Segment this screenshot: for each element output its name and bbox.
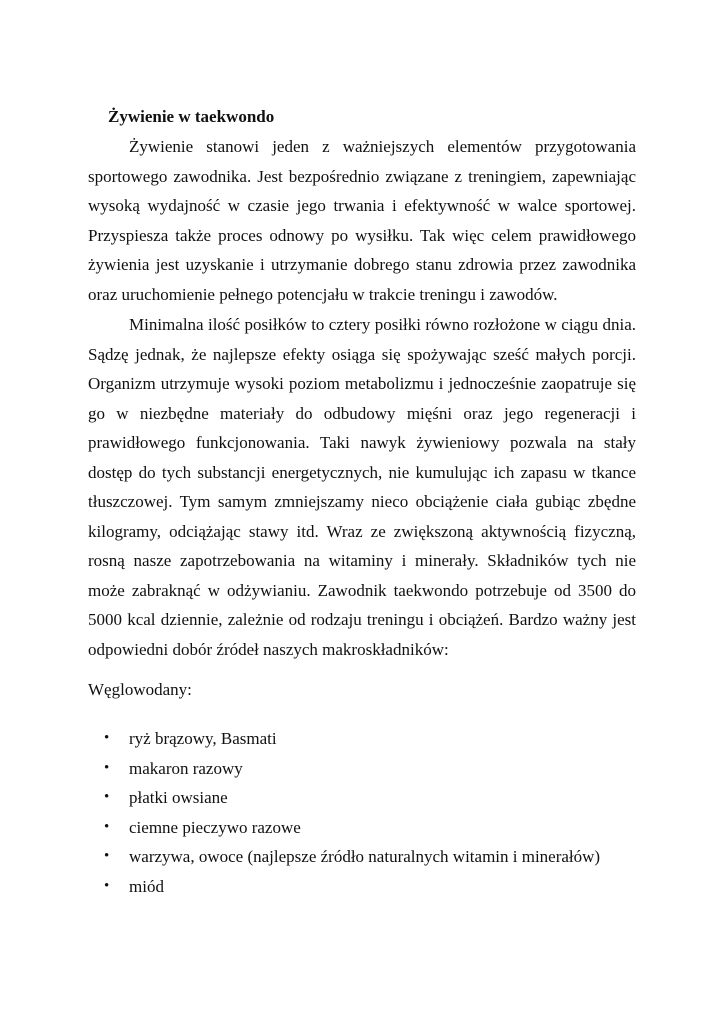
paragraph-meals: Minimalna ilość posiłków to cztery posiłki równo rozłożone w ciągu dnia. Sądzę jednak, że najlepsze efekty osiąga się spożywając sześć małych porcji. Organizm utrzymuje wysoki poziom metabolizmu i jednocześnie zaopatruje się go w niezbędne materiały do odbudowy mięśni oraz jego regeneracji i prawidłowego funkcjonowania. Taki nawyk żywieniowy pozwala na stały dostęp do tych substancji energetycznych, nie kumulując ich zapasu w tkance tłuszczowej. Tym samym zmniejszamy nieco obciążenie ciała gubiąc zbędne kilogramy, odciążając stawy itd. Wraz ze zwiększoną aktywnością fizyczną, rosną nasze zapotrzebowania na witaminy i minerały. Składników tych nie może zabraknąć w odżywianiu. Zawodnik taekwondo potrzebuje od 3500 do 5000 kcal dziennie, zależnie od rodzaju treningu i obciążeń. Bardzo ważny jest odpowiedni dobór źródeł naszych makroskładników:	[88, 315, 636, 659]
list-item	[88, 783, 648, 813]
bullet-icon: •	[104, 730, 110, 746]
bullet-icon: •	[104, 848, 110, 864]
bullet-icon: •	[104, 789, 110, 805]
bullet-icon: •	[104, 877, 110, 894]
list-item-text: miód	[129, 876, 164, 896]
list-item-text: warzywa, owoce (najlepsze źródło naturalnych witamin i minerałów)	[129, 847, 601, 866]
list-item	[88, 813, 648, 843]
list-item-text: ryż brązowy, Basmati	[129, 729, 277, 748]
carbohydrates-heading: Węglowodany:	[88, 680, 192, 699]
bullet-icon: •	[104, 759, 110, 776]
list-item	[88, 754, 648, 784]
list-item	[88, 872, 648, 902]
list-item-text: płatki owsiane	[129, 788, 228, 807]
paragraph-intro: Żywienie stanowi jeden z ważniejszych elementów przygotowania sportowego zawodnika. Jest bezpośrednio związane z treningiem, zapewniając wysoką wydajność w czasie jego trwania i efektywność w walce sportowej. Przyspiesza także proces odnowy po wysiłku. Tak więc celem prawidłowego żywienia jest uzyskanie i utrzymanie dobrego stanu zdrowia przez zawodnika oraz uruchomienie pełnego potencjału w trakcie treningu i zawodów.	[88, 137, 636, 304]
list-item	[88, 842, 648, 872]
list-item-text: ciemne pieczywo razowe	[129, 817, 301, 837]
list-item	[88, 724, 648, 754]
bullet-icon: •	[104, 818, 110, 835]
list-item-text: makaron razowy	[129, 758, 243, 778]
carbohydrates-list	[88, 724, 648, 901]
document-title: Żywienie w taekwondo	[108, 107, 275, 126]
